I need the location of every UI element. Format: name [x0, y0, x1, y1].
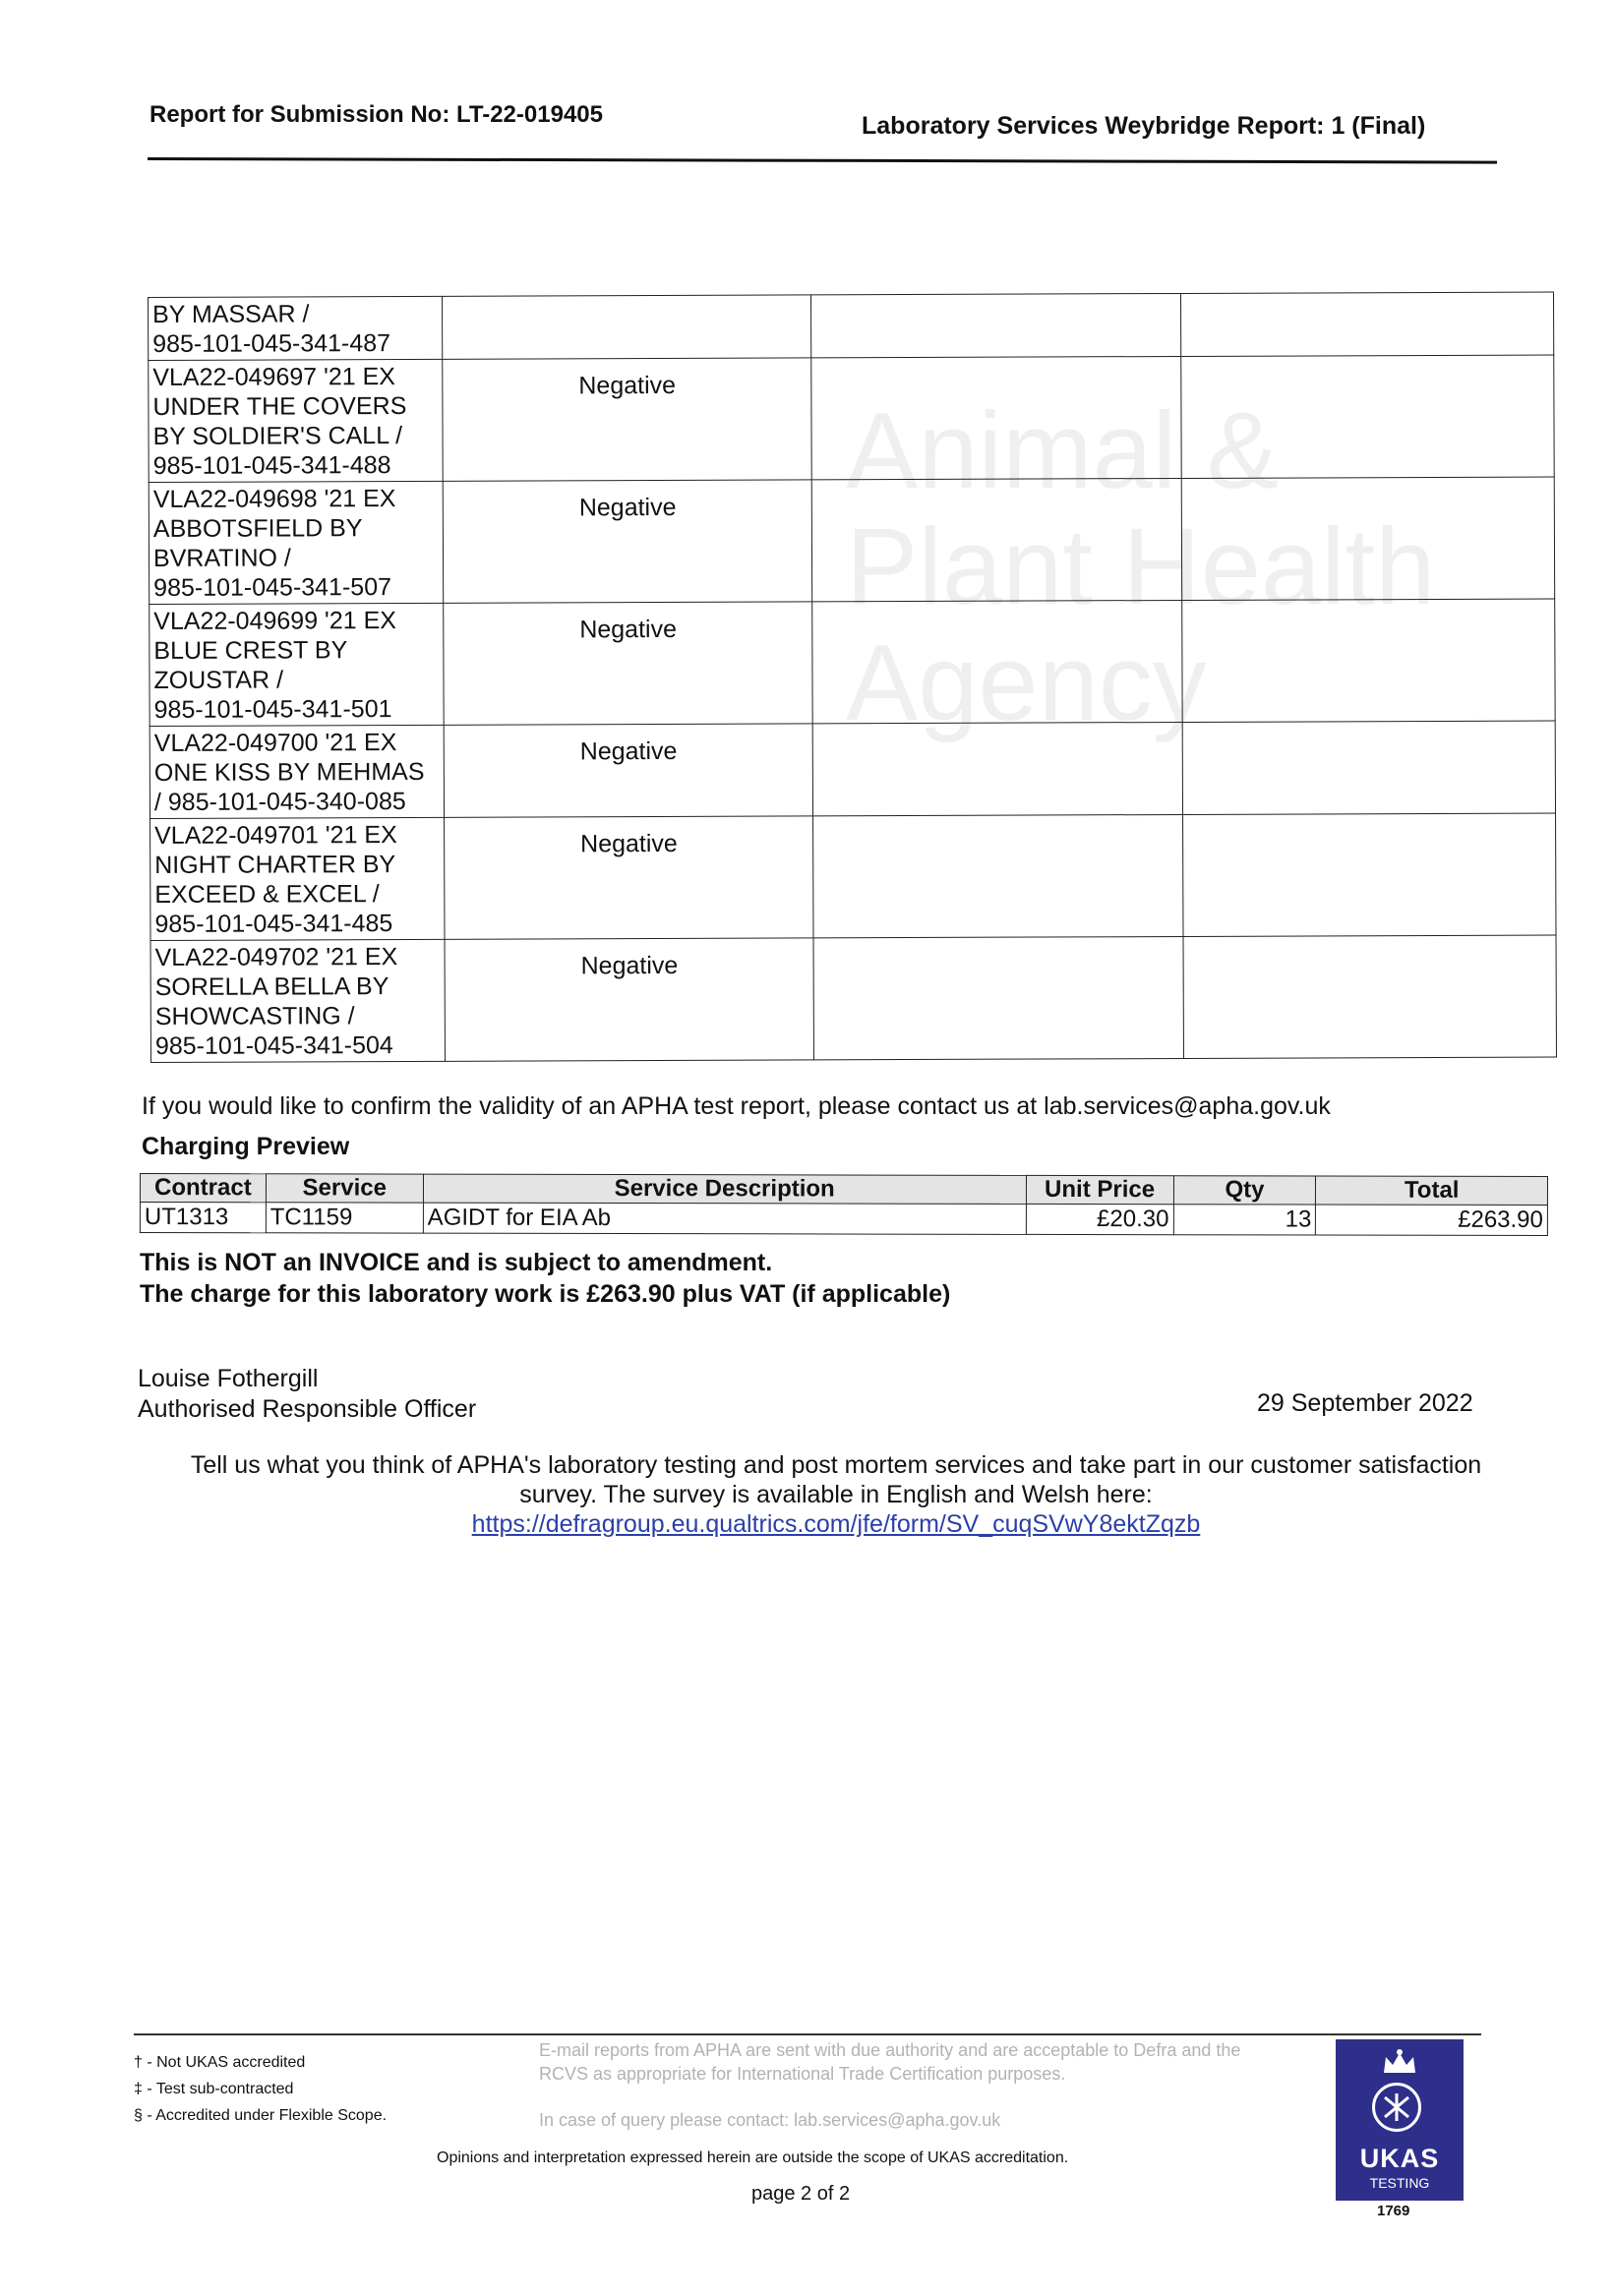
description-cell: AGIDT for EIA Ab: [423, 1203, 1026, 1234]
sample-id-line: UNDER THE COVERS: [152, 391, 407, 421]
officer-name: Louise Fothergill: [138, 1365, 319, 1392]
sample-id-cell: [149, 296, 443, 360]
survey-block: [138, 1450, 1534, 1539]
charging-header-row: [140, 1174, 1547, 1206]
sample-id-line: / 985-101-045-340-085: [153, 787, 406, 816]
sample-id-line: BVRATINO /: [152, 544, 291, 572]
survey-text-line1: Tell us what you think of APHA's laboratory testing and post mortem services and take part in our customer satisfaction: [190, 1451, 1482, 1479]
service-cell: TC1159: [266, 1203, 423, 1233]
charge-summary: The charge for this laboratory work is £263.90 plus VAT (if applicable): [140, 1280, 951, 1308]
sample-id-cell: [149, 359, 444, 482]
footer-symbol-key: [134, 2049, 387, 2129]
sample-id-line: NIGHT CHARTER BY: [154, 851, 396, 879]
ukas-logo: [1336, 2039, 1464, 2201]
ukas-wordmark: UKAS: [1359, 2144, 1440, 2173]
result-cell: Negative: [445, 938, 814, 1061]
sample-id-line: 985-101-045-341-501: [153, 695, 392, 724]
sample-id-line: BY MASSAR /: [152, 300, 310, 328]
sample-id-cell: [150, 603, 445, 726]
survey-link[interactable]: https://defragroup.eu.qualtrics.com/jfe/form/SV_cuqSVwY8ektZqzb: [471, 1510, 1201, 1538]
empty-cell: [1181, 599, 1555, 722]
charging-row: [140, 1203, 1547, 1236]
officer-title: Authorised Responsible Officer: [138, 1395, 477, 1423]
result-cell: Negative: [443, 480, 812, 603]
footer-divider: [134, 2033, 1481, 2035]
empty-cell: [812, 478, 1182, 601]
result-cell: Negative: [444, 724, 813, 817]
sample-id-line: VLA22-049702 '21 EX: [154, 943, 398, 971]
unit-price-cell: £20.30: [1026, 1204, 1173, 1234]
empty-cell: [813, 814, 1183, 937]
result-cell: Negative: [443, 358, 812, 481]
ukas-accreditation-number: 1769: [1377, 2203, 1410, 2219]
sample-id-line: 985-101-045-341-488: [152, 451, 391, 480]
key-not-accredited: † - Not UKAS accredited: [134, 2054, 306, 2071]
empty-cell: [1180, 355, 1554, 478]
sample-id-cell: [150, 725, 445, 818]
col-contract: Contract: [140, 1174, 266, 1203]
col-total: Total: [1316, 1176, 1548, 1205]
sample-id-line: VLA22-049700 '21 EX: [153, 729, 397, 757]
sample-id-line: BLUE CREST BY: [153, 636, 348, 665]
result-row: [150, 599, 1555, 726]
result-row: [149, 477, 1554, 604]
empty-cell: [813, 936, 1183, 1059]
sample-id-line: EXCEED & EXCEL /: [154, 880, 380, 909]
empty-cell: [811, 293, 1180, 357]
ukas-opinion-note: Opinions and interpretation expressed herein are outside the scope of UKAS accreditation.: [437, 2149, 1069, 2166]
sample-id-line: BY SOLDIER'S CALL /: [152, 422, 403, 450]
total-cell: £263.90: [1316, 1205, 1548, 1235]
col-service-description: Service Description: [423, 1174, 1026, 1204]
sample-id-cell: [150, 939, 446, 1062]
empty-cell: [1183, 935, 1557, 1058]
sample-id-line: 985-101-045-341-485: [154, 910, 393, 938]
col-qty: Qty: [1173, 1176, 1316, 1205]
result-row: [150, 935, 1556, 1062]
not-invoice-note: This is NOT an INVOICE and is subject to amendment.: [140, 1249, 773, 1276]
sample-id-line: VLA22-049698 '21 EX: [152, 485, 396, 513]
result-cell: Negative: [445, 816, 814, 939]
sample-id-line: SHOWCASTING /: [154, 1002, 355, 1030]
sample-id-cell: [150, 817, 446, 940]
results-table: [148, 292, 1557, 1063]
col-unit-price: Unit Price: [1026, 1175, 1173, 1204]
header-divider: [148, 157, 1497, 164]
charging-preview-title: Charging Preview: [142, 1133, 350, 1160]
qty-cell: 13: [1173, 1205, 1316, 1235]
col-service: Service: [266, 1174, 423, 1203]
query-contact-note: In case of query please contact: lab.services@apha.gov.uk: [539, 2110, 1001, 2130]
result-cell: Negative: [444, 602, 813, 725]
sample-id-line: ZOUSTAR /: [153, 666, 284, 694]
sample-id-cell: [149, 481, 444, 604]
ukas-testing-label: TESTING: [1369, 2175, 1430, 2191]
crown-icon: [1380, 2047, 1419, 2077]
submission-number: Report for Submission No: LT-22-019405: [150, 101, 603, 128]
key-flexible-scope: § - Accredited under Flexible Scope.: [134, 2107, 388, 2124]
sample-id-line: VLA22-049699 '21 EX: [153, 607, 396, 635]
sample-id-line: 985-101-045-341-507: [153, 573, 392, 602]
result-cell: [443, 295, 811, 359]
sample-id-line: SORELLA BELLA BY: [154, 972, 389, 1001]
contract-cell: UT1313: [140, 1203, 266, 1233]
sample-id-line: ABBOTSFIELD BY: [152, 514, 363, 543]
result-row: [150, 721, 1555, 818]
report-date: 29 September 2022: [1257, 1389, 1473, 1417]
key-sub-contracted: ‡ - Test sub-contracted: [134, 2081, 294, 2097]
apha-watermark-logo: Animal & Plant Health Agency: [846, 390, 1436, 743]
charging-table: [140, 1173, 1548, 1236]
result-row: [149, 355, 1554, 482]
empty-cell: [1181, 477, 1555, 600]
sample-id-line: 985-101-045-341-504: [154, 1031, 393, 1060]
sample-id-line: VLA22-049701 '21 EX: [154, 821, 397, 850]
empty-cell: [811, 356, 1181, 479]
sample-id-line: ONE KISS BY MEHMAS: [153, 757, 425, 787]
result-row: [150, 813, 1556, 940]
empty-cell: [1182, 813, 1556, 936]
survey-text-line2: survey. The survey is available in English and Welsh here:: [519, 1481, 1153, 1508]
ukas-emblem-icon: [1372, 2083, 1421, 2132]
empty-cell: [1180, 292, 1554, 356]
validity-note: If you would like to confirm the validity of an APHA test report, please contact us at lab.services@apha.gov.uk: [142, 1092, 1331, 1120]
email-authority-note: E-mail reports from APHA are sent with due authority and are acceptable to Defra and the RCVS as appropriate for International Trade Certification purposes.: [539, 2040, 1241, 2084]
empty-cell: [813, 722, 1183, 815]
sample-id-line: 985-101-045-341-487: [152, 329, 391, 358]
result-row: [149, 292, 1554, 360]
sample-id-line: VLA22-049697 '21 EX: [152, 363, 396, 391]
page-number: page 2 of 2: [751, 2183, 851, 2205]
empty-cell: [1182, 721, 1556, 814]
empty-cell: [812, 600, 1182, 723]
report-title: Laboratory Services Weybridge Report: 1 (Final): [862, 112, 1426, 140]
